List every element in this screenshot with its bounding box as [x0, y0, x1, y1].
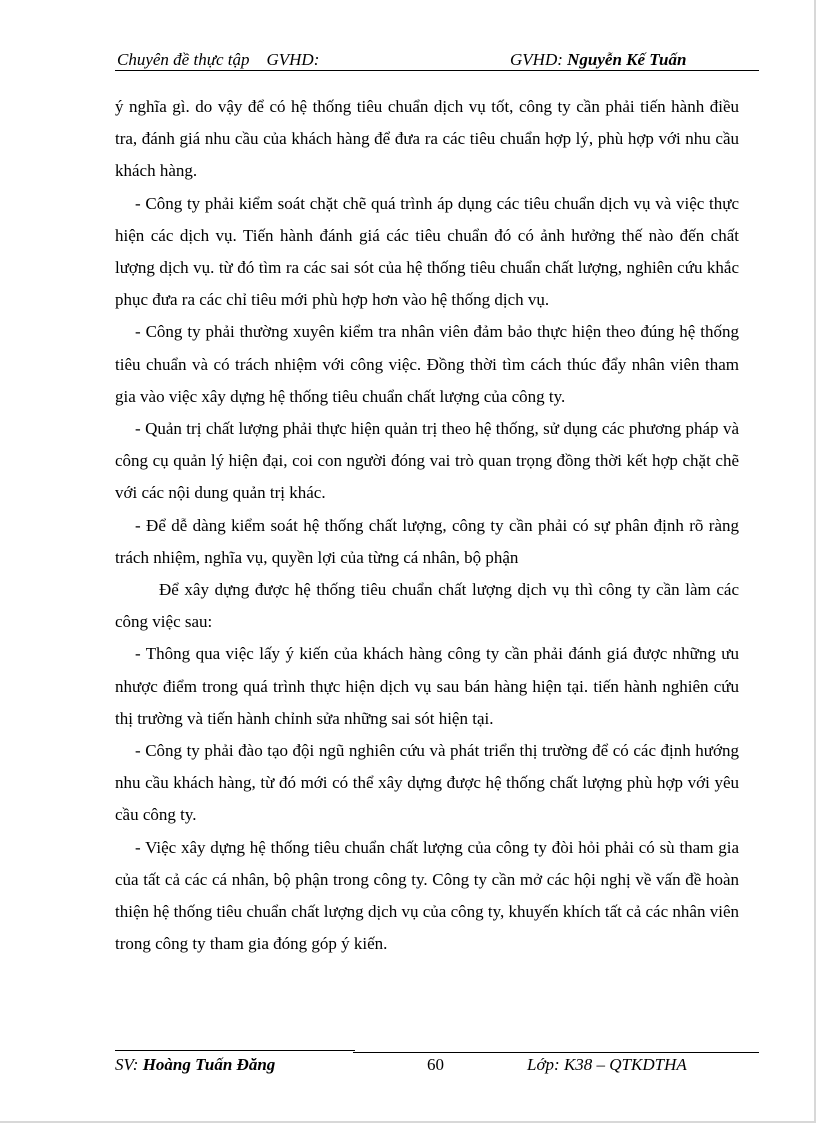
- footer-rule-right: [353, 1052, 759, 1053]
- paragraph-bullet: - Việc xây dựng hệ thống tiêu chuẩn chất lượng của công ty đòi hỏi phải có sù tham gia của tất cả các cá nhân, bộ phận trong công ty. Công ty cần mở các hội nghị về vấn đề hoàn thiện hệ thống tiêu chuẩn chất lượng dịch vụ của công ty, khuyến khích tất cả các nhân viên trong công ty tham gia đóng góp ý kiến.: [115, 837, 739, 954]
- header-supervisor: [510, 50, 686, 70]
- footer-rule-left: [115, 1050, 355, 1051]
- paragraph-bullet: - Quản trị chất lượng phải thực hiện quản trị theo hệ thống, sử dụng các phương pháp và công cụ quản lý hiện đại, coi con người đóng vai trò quan trọng đồng thời kết hợp chặt chẽ với các nội dung quản trị khác.: [115, 419, 739, 503]
- paragraph-bullet: - Công ty phải đào tạo đội ngũ nghiên cứu và phát triển thị trường để có các định hướng nhu cầu khách hàng, từ đó mới có thể xây dựng được hệ thống chất lượng phù hợp với yêu cầu công ty.: [115, 741, 739, 825]
- paragraph-bullet: - Công ty phải thường xuyên kiểm tra nhân viên đảm bảo thực hiện theo đúng hệ thống tiêu chuẩn và có trách nhiệm với công việc. Đồng thời tìm cách thúc đẩy nhân viên tham gia vào việc xây dựng hệ thống tiêu chuẩn chất lượng của công ty.: [115, 322, 739, 406]
- footer-student-name: Hoàng Tuấn Đăng: [142, 1055, 276, 1074]
- header-supervisor-name: Nguyễn Kế Tuấn: [567, 50, 687, 69]
- paragraph-bullet: - Công ty phải kiểm soát chặt chẽ quá trình áp dụng các tiêu chuẩn dịch vụ và việc thực hiện các dịch vụ. Tiến hành đánh giá các tiêu chuẩn đó có ảnh hưởng thế nào đến chất lượng dịch vụ. từ đó tìm ra các sai sót của hệ thống tiêu chuẩn chất lượng, nghiên cứu khắc phục đưa ra các chỉ tiêu mới phù hợp hơn vào hệ thống dịch vụ.: [115, 193, 739, 310]
- paragraph-continuation: ý nghĩa gì. do vậy để có hệ thống tiêu chuẩn dịch vụ tốt, công ty cần phải tiến hành điều tra, đánh giá nhu cầu của khách hàng để đưa ra các tiêu chuẩn hợp lý, phù hợp với nhu cầu khách hàng.: [115, 97, 739, 181]
- paragraph-bullet: - Thông qua việc lấy ý kiến của khách hàng công ty cần phải đánh giá được những ưu nhược điểm trong quá trình thực hiện dịch vụ sau bán hàng hiện tại. tiến hành nghiên cứu thị trường và tiến hành chỉnh sửa những sai sót hiện tại.: [115, 644, 739, 728]
- page-footer: [115, 1054, 759, 1076]
- paragraph-intro: Để xây dựng được hệ thống tiêu chuẩn chất lượng dịch vụ thì công ty cần làm các công việc sau:: [115, 580, 739, 632]
- footer-class: Lớp: K38 – QTKDTHA: [527, 1055, 687, 1074]
- header-course-title: Chuyên đề thực tập GVHD:: [117, 50, 320, 69]
- document-body: [115, 91, 739, 960]
- page-number: 60: [427, 1055, 444, 1074]
- header-supervisor-label: GVHD:: [510, 50, 568, 69]
- page-header: [115, 50, 759, 71]
- paragraph-bullet: - Để dễ dàng kiểm soát hệ thống chất lượng, công ty cần phải có sự phân định rõ ràng trách nhiệm, nghĩa vụ, quyền lợi của từng cá nhân, bộ phận: [115, 515, 739, 567]
- footer-student-label: SV:: [115, 1055, 143, 1074]
- footer-student: [115, 1054, 275, 1076]
